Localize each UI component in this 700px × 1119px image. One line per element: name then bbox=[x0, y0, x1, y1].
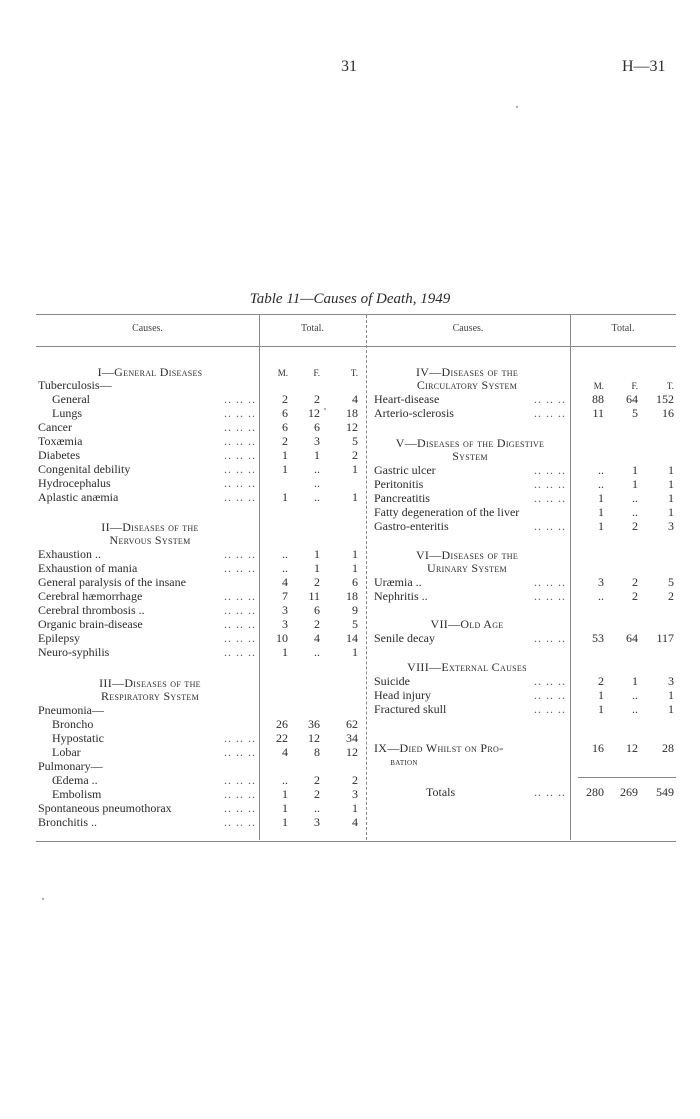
count-t: 3 bbox=[668, 519, 674, 533]
count-t: 152 bbox=[656, 392, 674, 406]
section-old-age: VII—Old Age bbox=[430, 617, 504, 631]
count-m: 88 bbox=[592, 392, 604, 406]
leader-dots: .. .. .. bbox=[224, 787, 256, 801]
table-row bbox=[374, 463, 674, 477]
page-reference: H—31 bbox=[622, 58, 666, 75]
count-t: 18 bbox=[346, 406, 358, 420]
count-m: 1 bbox=[282, 462, 288, 476]
table-row bbox=[38, 434, 366, 448]
count-f: .. bbox=[632, 505, 638, 519]
count-f: 2 bbox=[632, 589, 638, 603]
table-row bbox=[38, 731, 366, 745]
section-digestive-2: System bbox=[452, 449, 488, 463]
count-f: 5 bbox=[632, 406, 638, 420]
count-m: 10 bbox=[276, 631, 288, 645]
table-row bbox=[38, 448, 366, 462]
count-f: 2 bbox=[632, 575, 638, 589]
count-m: 2 bbox=[282, 434, 288, 448]
count-f: .. bbox=[314, 490, 320, 504]
table-row bbox=[374, 688, 674, 702]
count-f: 2 bbox=[632, 519, 638, 533]
cause-label: Gastric ulcer bbox=[374, 463, 436, 477]
scan-speck bbox=[42, 898, 44, 900]
section-urinary-2: Urinary System bbox=[427, 561, 507, 575]
left-m-header: M. bbox=[277, 368, 288, 378]
table-row bbox=[38, 378, 366, 392]
count-f: .. bbox=[632, 688, 638, 702]
count-t: 5 bbox=[668, 575, 674, 589]
leader-dots: .. .. .. bbox=[224, 476, 256, 490]
table-row bbox=[38, 589, 366, 603]
table-row bbox=[38, 631, 366, 645]
leader-dots: .. .. .. bbox=[224, 745, 256, 759]
count-m: .. bbox=[598, 477, 604, 491]
count-m: .. bbox=[282, 561, 288, 575]
count-t: 6 bbox=[352, 575, 358, 589]
leader-dots: .. .. .. bbox=[534, 785, 566, 799]
count-m: 3 bbox=[282, 617, 288, 631]
table-row bbox=[374, 575, 674, 589]
cause-label: Spontaneous pneumothorax bbox=[38, 801, 172, 815]
cause-label: General bbox=[52, 392, 90, 406]
table-row bbox=[38, 815, 366, 829]
count-t: 5 bbox=[352, 434, 358, 448]
count-f: 4 bbox=[314, 631, 320, 645]
count-f: 64 bbox=[626, 631, 638, 645]
cause-label: Exhaustion of mania bbox=[38, 561, 138, 575]
left-f-header: F. bbox=[313, 368, 320, 378]
leader-dots: .. .. .. bbox=[224, 448, 256, 462]
count-f: 3 bbox=[314, 434, 320, 448]
leader-dots: .. .. .. bbox=[224, 589, 256, 603]
table-row bbox=[38, 717, 366, 731]
count-m: 22 bbox=[276, 731, 288, 745]
cause-label: Pulmonary— bbox=[38, 759, 103, 773]
count-t: 549 bbox=[656, 785, 674, 799]
count-t: 1 bbox=[668, 491, 674, 505]
table-row bbox=[38, 745, 366, 759]
cause-label: Fatty degeneration of the liver bbox=[374, 505, 520, 519]
cause-label: Cerebral thrombosis .. bbox=[38, 603, 145, 617]
leader-dots: .. .. .. bbox=[224, 603, 256, 617]
cause-label: Peritonitis bbox=[374, 477, 424, 491]
count-m: 1 bbox=[598, 688, 604, 702]
count-m: 1 bbox=[282, 801, 288, 815]
table-row bbox=[38, 703, 366, 717]
cause-label: Toxæmia bbox=[38, 434, 83, 448]
count-m: 3 bbox=[598, 575, 604, 589]
table-row bbox=[38, 490, 366, 504]
count-t: 62 bbox=[346, 717, 358, 731]
cause-label: Tuberculosis— bbox=[38, 378, 112, 392]
cause-label: Uræmia .. bbox=[374, 575, 422, 589]
section-nervous-2: Nervous System bbox=[109, 533, 191, 547]
cause-label: Lungs bbox=[52, 406, 82, 420]
count-t: 3 bbox=[352, 787, 358, 801]
table-row bbox=[38, 476, 366, 490]
count-f: 8 bbox=[314, 745, 320, 759]
count-t: 1 bbox=[352, 561, 358, 575]
leader-dots: .. .. .. bbox=[534, 631, 566, 645]
rule-header bbox=[36, 346, 676, 347]
count-t: 1 bbox=[352, 490, 358, 504]
table-row bbox=[38, 561, 366, 575]
section-circulatory-1: IV—Diseases of the bbox=[415, 365, 519, 379]
table-row bbox=[374, 491, 674, 505]
table-row bbox=[38, 462, 366, 476]
cause-label: Arterio-sclerosis bbox=[374, 406, 454, 420]
count-f: .. bbox=[314, 476, 320, 490]
count-m: .. bbox=[282, 547, 288, 561]
table-row bbox=[374, 702, 674, 716]
table-row bbox=[38, 392, 366, 406]
leader-dots: .. .. .. bbox=[534, 674, 566, 688]
table-row bbox=[374, 785, 674, 799]
cause-label: Diabetes bbox=[38, 448, 80, 462]
right-f-header: F. bbox=[631, 381, 638, 391]
count-t: 1 bbox=[352, 462, 358, 476]
cause-label: Pancreatitis bbox=[374, 491, 430, 505]
cause-label: Embolism bbox=[52, 787, 102, 801]
cause-label: Heart-disease bbox=[374, 392, 440, 406]
count-m: 6 bbox=[282, 420, 288, 434]
leader-dots: .. .. .. bbox=[534, 392, 566, 406]
leader-dots: .. .. .. bbox=[534, 406, 566, 420]
leader-dots: .. .. .. bbox=[534, 491, 566, 505]
section-probation-2: bation bbox=[390, 757, 418, 768]
count-t: 12 bbox=[346, 745, 358, 759]
table-row bbox=[38, 547, 366, 561]
count-t: 28 bbox=[662, 741, 674, 755]
leader-dots: .. .. .. bbox=[224, 631, 256, 645]
count-t: 12 bbox=[346, 420, 358, 434]
section-probation-1: IX—Died Whilst on Pro- bbox=[374, 741, 504, 755]
count-f: 1 bbox=[314, 547, 320, 561]
header-causes-left: Causes. bbox=[132, 323, 163, 334]
count-f: .. bbox=[314, 645, 320, 659]
section-circulatory-2: Circulatory System bbox=[416, 378, 518, 392]
count-t: 14 bbox=[346, 631, 358, 645]
count-f: 11 bbox=[308, 589, 320, 603]
table-row bbox=[38, 603, 366, 617]
cause-label: Nephritis .. bbox=[374, 589, 428, 603]
count-m: 1 bbox=[598, 491, 604, 505]
count-t: 2 bbox=[352, 448, 358, 462]
count-m: 26 bbox=[276, 717, 288, 731]
count-m: 1 bbox=[598, 519, 604, 533]
count-f: 36 bbox=[308, 717, 320, 731]
table-row bbox=[38, 773, 366, 787]
count-m: .. bbox=[598, 463, 604, 477]
right-m-header: M. bbox=[593, 381, 604, 391]
count-t: 1 bbox=[668, 702, 674, 716]
cause-label: Suicide bbox=[374, 674, 410, 688]
cause-label: Cancer bbox=[38, 420, 72, 434]
count-m: 7 bbox=[282, 589, 288, 603]
count-t: 117 bbox=[656, 631, 674, 645]
cause-label: Epilepsy bbox=[38, 631, 80, 645]
count-m: 53 bbox=[592, 631, 604, 645]
count-f: 1 bbox=[632, 477, 638, 491]
leader-dots: .. .. .. bbox=[534, 463, 566, 477]
count-t: 18 bbox=[346, 589, 358, 603]
count-f: 1 bbox=[314, 561, 320, 575]
section-urinary-1: VI—Diseases of the bbox=[415, 548, 519, 562]
leader-dots: .. .. .. bbox=[224, 434, 256, 448]
count-m: 6 bbox=[282, 406, 288, 420]
count-t: 1 bbox=[668, 688, 674, 702]
count-m: 1 bbox=[282, 645, 288, 659]
cause-label: Pneumonia— bbox=[38, 703, 104, 717]
leader-dots: .. .. .. bbox=[534, 477, 566, 491]
count-f: .. bbox=[632, 491, 638, 505]
count-m: 11 bbox=[592, 406, 604, 420]
count-f: 2 bbox=[314, 773, 320, 787]
cause-label: Cerebral hæmorrhage bbox=[38, 589, 143, 603]
count-m: .. bbox=[598, 589, 604, 603]
table-row bbox=[38, 420, 366, 434]
count-f: 2 bbox=[314, 575, 320, 589]
count-t: 34 bbox=[346, 731, 358, 745]
count-t: 4 bbox=[352, 815, 358, 829]
leader-dots: .. .. .. bbox=[224, 773, 256, 787]
leader-dots: .. .. .. bbox=[534, 688, 566, 702]
leader-dots: .. .. .. bbox=[224, 731, 256, 745]
cause-label: Aplastic anæmia bbox=[38, 490, 119, 504]
count-f: 1 bbox=[632, 463, 638, 477]
table-row bbox=[374, 406, 674, 420]
count-t: 5 bbox=[352, 617, 358, 631]
count-f: 2 bbox=[314, 617, 320, 631]
count-m: 1 bbox=[598, 702, 604, 716]
section-general: I—General Diseases bbox=[97, 365, 203, 379]
leader-dots: .. .. .. bbox=[224, 420, 256, 434]
cause-label: Congenital debility bbox=[38, 462, 131, 476]
leader-dots: .. .. .. bbox=[224, 561, 256, 575]
table-row bbox=[38, 617, 366, 631]
section-external: VIII—External Causes bbox=[407, 660, 527, 674]
table-row bbox=[38, 406, 366, 420]
count-f: .. bbox=[632, 702, 638, 716]
table-row bbox=[38, 645, 366, 659]
count-f: 1 bbox=[314, 448, 320, 462]
table-row bbox=[374, 392, 674, 406]
count-f: .. bbox=[314, 462, 320, 476]
cause-label: Lobar bbox=[52, 745, 81, 759]
count-f: .. bbox=[314, 801, 320, 815]
table-row bbox=[38, 575, 366, 589]
table-row bbox=[374, 589, 674, 603]
count-f: 269 bbox=[620, 785, 638, 799]
table-title: Table 11—Causes of Death, 1949 bbox=[249, 291, 451, 307]
count-f: 6 bbox=[314, 420, 320, 434]
count-m: 1 bbox=[282, 815, 288, 829]
table-row bbox=[374, 505, 674, 519]
page-number: 31 bbox=[341, 58, 357, 75]
leader-dots: .. .. .. bbox=[224, 645, 256, 659]
leader-dots: .. .. .. bbox=[534, 575, 566, 589]
cause-label: Œdema .. bbox=[52, 773, 98, 787]
table-row bbox=[374, 674, 674, 688]
section-digestive-1: V—Diseases of the Digestive bbox=[395, 436, 545, 450]
leader-dots: .. .. .. bbox=[224, 617, 256, 631]
cause-label: Hypostatic bbox=[52, 731, 104, 745]
leader-dots: .. .. .. bbox=[224, 547, 256, 561]
cause-label: Neuro-syphilis bbox=[38, 645, 110, 659]
count-m: .. bbox=[282, 773, 288, 787]
count-m: 1 bbox=[598, 505, 604, 519]
count-f: 12 bbox=[308, 406, 320, 420]
header-total-right: Total. bbox=[611, 323, 635, 334]
cause-label: Broncho bbox=[52, 717, 94, 731]
leader-dots: .. .. .. bbox=[534, 589, 566, 603]
table-row bbox=[374, 519, 674, 533]
header-causes-right: Causes. bbox=[452, 323, 484, 334]
cause-label: Totals bbox=[426, 785, 456, 799]
table-row bbox=[38, 759, 366, 773]
table-row bbox=[38, 801, 366, 815]
rule-bottom bbox=[36, 841, 676, 842]
count-t: 2 bbox=[352, 773, 358, 787]
left-t-header: T. bbox=[350, 368, 358, 378]
cause-label: Head injury bbox=[374, 688, 431, 702]
count-t: 1 bbox=[352, 547, 358, 561]
table-row bbox=[38, 787, 366, 801]
cause-label: Organic brain-disease bbox=[38, 617, 143, 631]
right-t-header: T. bbox=[666, 381, 674, 391]
count-t: 1 bbox=[668, 505, 674, 519]
divider-middle bbox=[366, 315, 367, 840]
count-m: 280 bbox=[586, 785, 604, 799]
count-m: 16 bbox=[592, 741, 604, 755]
leader-dots: .. .. .. bbox=[224, 392, 256, 406]
table-row bbox=[374, 477, 674, 491]
cause-label: Exhaustion .. bbox=[38, 547, 101, 561]
leader-dots: .. .. .. bbox=[224, 815, 256, 829]
count-f: 2 bbox=[314, 787, 320, 801]
count-f: 1 bbox=[632, 674, 638, 688]
count-f: 6 bbox=[314, 603, 320, 617]
count-m: 1 bbox=[282, 787, 288, 801]
cause-label: Hydrocephalus bbox=[38, 476, 111, 490]
count-f: 3 bbox=[314, 815, 320, 829]
cause-label: General paralysis of the insane bbox=[38, 575, 186, 589]
leader-dots: .. .. .. bbox=[534, 702, 566, 716]
leader-dots: .. .. .. bbox=[224, 490, 256, 504]
section-respiratory-2: Respiratory System bbox=[100, 689, 200, 703]
scan-speck bbox=[516, 106, 518, 108]
count-t: 16 bbox=[662, 406, 674, 420]
count-t: 1 bbox=[352, 801, 358, 815]
count-t: 1 bbox=[352, 645, 358, 659]
leader-dots: .. .. .. bbox=[224, 801, 256, 815]
count-m: 4 bbox=[282, 575, 288, 589]
leader-dots: .. .. .. bbox=[534, 519, 566, 533]
count-m: 2 bbox=[598, 674, 604, 688]
count-f: 64 bbox=[626, 392, 638, 406]
count-t: 9 bbox=[352, 603, 358, 617]
count-f: 2 bbox=[314, 392, 320, 406]
cause-label: Fractured skull bbox=[374, 702, 447, 716]
count-f: 12 bbox=[308, 731, 320, 745]
count-m: 1 bbox=[282, 490, 288, 504]
count-t: 4 bbox=[352, 392, 358, 406]
header-total-left: Total. bbox=[301, 323, 324, 334]
count-m: 2 bbox=[282, 392, 288, 406]
count-t: 1 bbox=[668, 477, 674, 491]
section-respiratory-1: III—Diseases of the bbox=[99, 676, 201, 690]
count-m: 3 bbox=[282, 603, 288, 617]
count-f: 12 bbox=[626, 741, 638, 755]
count-m: 1 bbox=[282, 448, 288, 462]
count-t: 3 bbox=[668, 674, 674, 688]
count-t: 1 bbox=[668, 463, 674, 477]
count-t: 2 bbox=[668, 589, 674, 603]
leader-dots: .. .. .. bbox=[224, 462, 256, 476]
cause-label: Bronchitis .. bbox=[38, 815, 97, 829]
leader-dots: .. .. .. bbox=[224, 406, 256, 420]
rule-totals bbox=[578, 777, 676, 778]
table-row bbox=[374, 631, 674, 645]
section-nervous-1: II—Diseases of the bbox=[101, 520, 199, 534]
cause-label: Gastro-enteritis bbox=[374, 519, 449, 533]
cause-label: Senile decay bbox=[374, 631, 435, 645]
rule-top bbox=[36, 314, 676, 315]
count-m: 4 bbox=[282, 745, 288, 759]
